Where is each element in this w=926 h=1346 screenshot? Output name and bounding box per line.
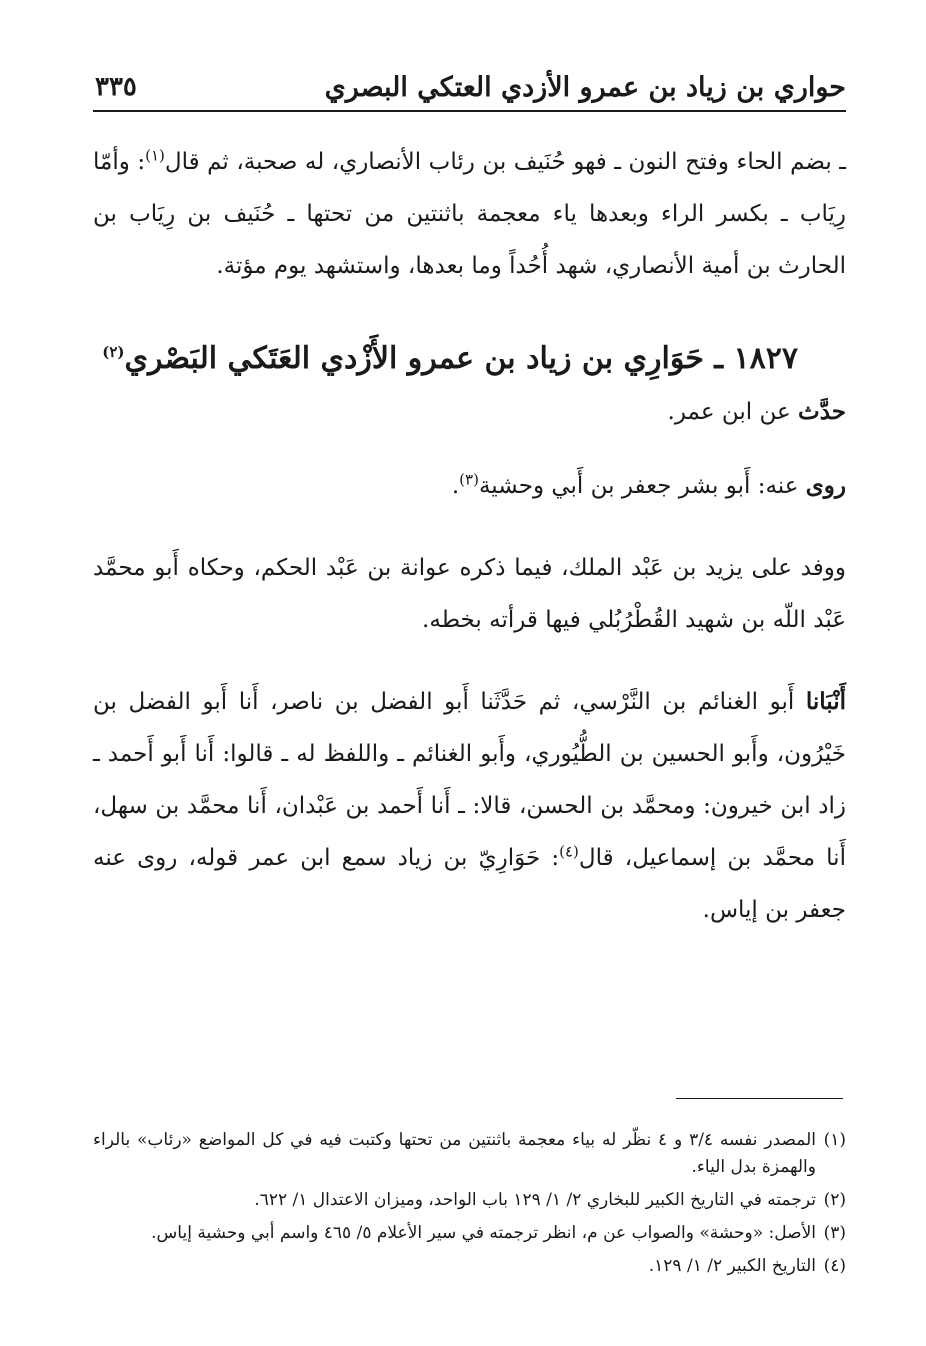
footnote-text: المصدر نفسه ٣/٤ و ٤ نظّر له بياء معجمة باثنتين من تحتها وكتبت فيه في كل المواضع «رئاب» بالراء والهمزة بدل الياء. xyxy=(93,1130,816,1177)
haddath-line: حدَّث عن ابن عمر. xyxy=(667,398,846,425)
header-rule xyxy=(93,110,846,112)
footnote-number: (٢) xyxy=(823,1190,846,1210)
footnote-text: الأصل: «وحشة» والصواب عن م، انظر ترجمته في سير الأعلام ٥/ ٤٦٥ واسم أبي وحشية إياس. xyxy=(151,1223,816,1243)
footnotes xyxy=(93,1127,846,1286)
main-text xyxy=(93,136,846,936)
footnote-text: ترجمته في التاريخ الكبير للبخاري ٢/ ١/ ١٢٩ باب الواحد، وميزان الاعتدال ١/ ٦٢٢. xyxy=(254,1190,816,1210)
rawa-label: روى xyxy=(805,472,846,499)
anbana-label: أَنْبَانا xyxy=(805,688,846,715)
running-header xyxy=(93,68,846,112)
footnote-number: (٤) xyxy=(823,1256,846,1276)
footnote-number: (٣) xyxy=(823,1223,846,1243)
entry-title: ١٨٢٧ ـ حَوَارِي بن زياد بن عمرو الأَزْدي العَتَكي البَصْري$^{(٢)}$ xyxy=(102,341,798,376)
footnote-3 xyxy=(93,1220,846,1247)
footnote-4 xyxy=(93,1253,846,1280)
footnote-ref-1: (١) xyxy=(145,146,165,165)
paragraph-wafd: ووفد على يزيد بن عَبْد الملك، فيما ذكره عوانة بن عَبْد الحكم، وحكاه أَبو محمَّد عَبْد اللّه بن شهيد القُطْرُبُلي فيها قرأته بخطه. xyxy=(93,555,846,633)
footnote-text: التاريخ الكبير ٢/ ١/ ١٢٩. xyxy=(648,1256,816,1276)
paragraph-anbana: أَنْبَانا أَبو الغنائم بن النَّرْسي، ثم حَدَّثَنا أَبو الفضل بن ناصر، أَنا أَبو الفضل بن خَيْرُون، وأَبو الحسين بن الطُّيُوري، وأَبو الغنائم ـ واللفظ له ـ قالوا: أَنا أَبو أَحمد ـ زاد ابن خيرون: ومحمَّد بن الحسن، قالا: ـ أَنا أَحمد بن عَبْدان، أَنا محمَّد بن سهل، أَنا محمَّد بن إسماعيل، قال$^{(٤)}$: حَوَارِيّ بن زياد سمع ابن عمر قوله، روى عنه جعفر بن إياس. xyxy=(93,688,846,923)
footnote-number: (١) xyxy=(823,1130,846,1150)
haddath-label: حدَّث xyxy=(798,398,846,425)
rawa-line: روى عنه: أَبو بشر جعفر بن أَبي وحشية$^{(٣)}$. xyxy=(451,470,846,499)
paragraph-continuation: ـ بضم الحاء وفتح النون ـ فهو حُنَيف بن رئاب الأنصاري، له صحبة، ثم قال$^{(١)}$: وأمّا رِيَاب ـ بكسر الراء وبعدها ياء معجمة باثنتين من تحتها ـ حُنَيف بن رِيَاب بن الحارث بن أمية الأنصاري، شهد أُحُداً وما بعدها، واستشهد يوم مؤتة. xyxy=(93,146,846,279)
footnote-ref-3: (٣) xyxy=(459,470,479,489)
footnote-divider xyxy=(676,1098,843,1099)
page-number: ٣٣٥ xyxy=(95,72,137,102)
footnote-2 xyxy=(93,1187,846,1214)
footnote-1 xyxy=(93,1127,846,1181)
header-title: حواري بن زياد بن عمرو الأزدي العتكي البصري xyxy=(324,72,846,103)
footnote-ref-2: (٢) xyxy=(102,343,125,361)
footnote-ref-4: (٤) xyxy=(559,842,579,861)
